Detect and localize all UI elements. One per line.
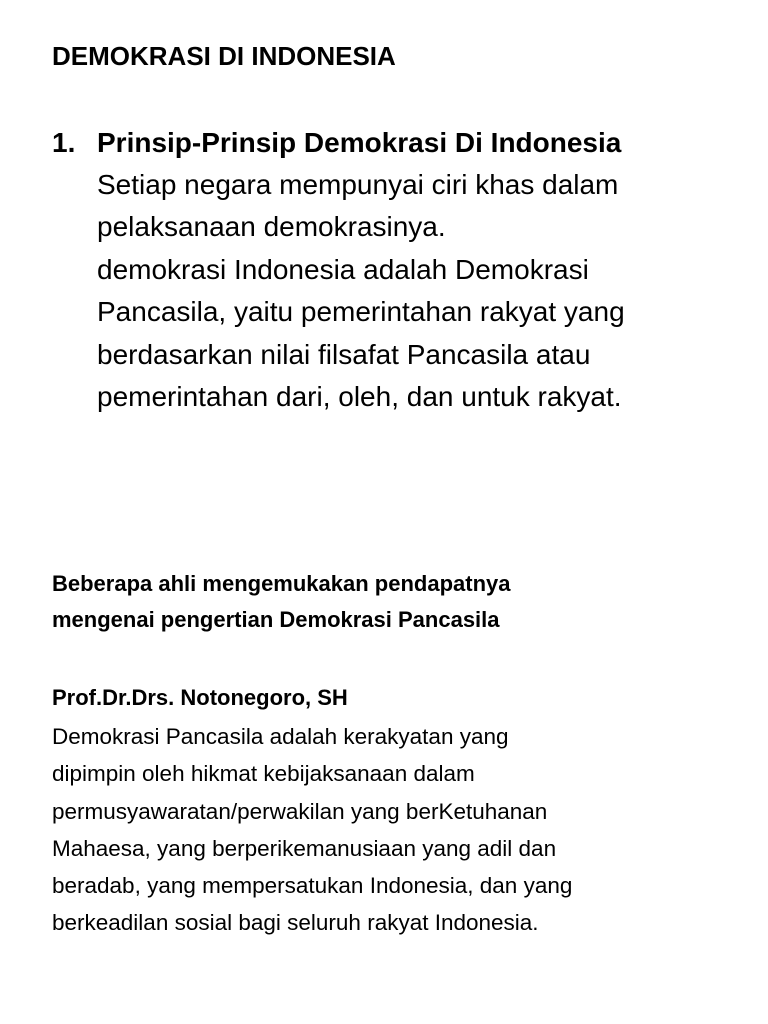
experts-intro: [52, 566, 511, 638]
section-number: 1.: [52, 127, 76, 158]
quote-line: Demokrasi Pancasila adalah kerakyatan yang: [52, 724, 509, 749]
quote-line: beradab, yang mempersatukan Indonesia, dan yang: [52, 873, 573, 899]
quote-line: dipimpin oleh hikmat kebijaksanaan dalam: [52, 761, 475, 787]
expert-name: Prof.Dr.Drs. Notonegoro, SH: [52, 685, 348, 710]
experts-intro-line: mengenai pengertian Demokrasi Pancasila: [52, 607, 500, 632]
section-body: [97, 122, 737, 418]
section-heading: Prinsip-Prinsip Demokrasi Di Indonesia: [97, 127, 622, 158]
quote-line: Mahaesa, yang berperikemanusiaan yang adil dan: [52, 835, 557, 861]
experts-intro-line: Beberapa ahli mengemukakan pendapatnya: [52, 571, 511, 596]
expert-quote: [52, 718, 752, 942]
section-line: demokrasi Indonesia adalah Demokrasi: [97, 253, 589, 285]
section-line: Pancasila, yaitu pemerintahan rakyat yang: [97, 296, 625, 328]
quote-line: permusyawaratan/perwakilan yang berKetuhanan: [52, 798, 548, 824]
section-line: berdasarkan nilai filsafat Pancasila atau: [97, 338, 591, 370]
section-line: Setiap negara mempunyai ciri khas dalam: [97, 169, 619, 200]
section-line: pelaksanaan demokrasinya.: [97, 211, 446, 243]
quote-line: berkeadilan sosial bagi seluruh rakyat Indonesia.: [52, 910, 539, 936]
section-line: pemerintahan dari, oleh, dan untuk rakyat.: [97, 381, 622, 413]
document-title: DEMOKRASI DI INDONESIA: [52, 41, 396, 71]
